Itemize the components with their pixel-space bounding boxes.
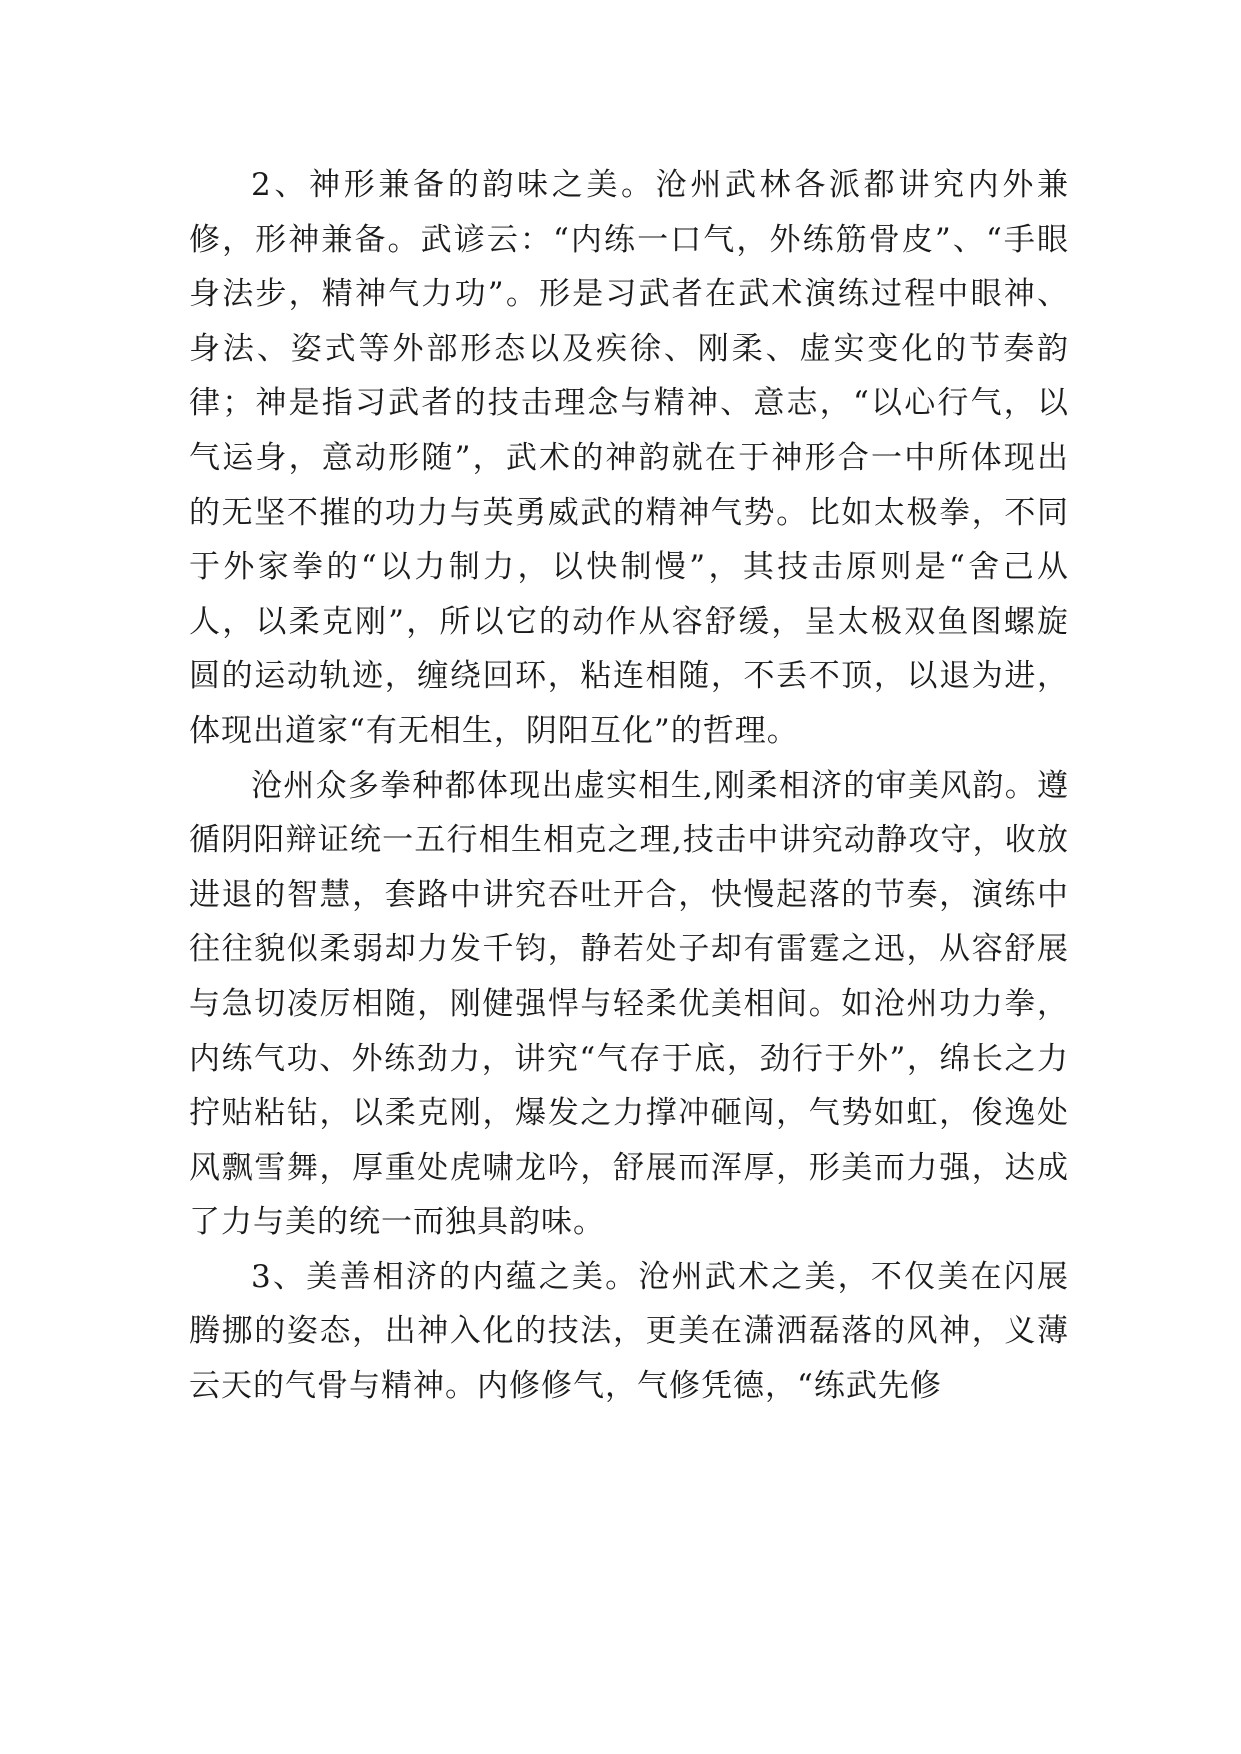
paragraph-cangzhou-styles: 沧州众多拳种都体现出虚实相生,刚柔相济的审美风韵。遵循阴阳辩证统一五行相生相克之理,技击中讲究动静攻守，收放进退的智慧，套路中讲究吞吐开合，快慢起落的节奏，演练中往往貌似柔弱却力发千钧，静若处子却有雷霆之迅，从容舒展与急切凌厉相随，刚健强悍与轻柔优美相间。如沧州功力拳，内练气功、外练劲力，讲究“气存于底，劲行于外”，绵长之力拧贴粘钻，以柔克刚，爆发之力撑冲砸闯，气势如虹，俊逸处风飘雪舞，厚重处虎啸龙吟，舒展而浑厚，形美而力强，达成了力与美的统一而独具韵味。 [189, 767, 1069, 1241]
paragraph-beauty-virtue: 3、美善相济的内蕴之美。沧州武术之美，不仅美在闪展腾挪的姿态，出神入化的技法，更美在潇洒磊落的风神，义薄云天的气骨与精神。内修修气，气修凭德，“练武先修 [189, 1258, 1069, 1405]
paragraph-form-spirit: 2、神形兼备的韵味之美。沧州武林各派都讲究内外兼修，形神兼备。武谚云：“内练一口气，外练筋骨皮”、“手眼身法步，精神气力功”。形是习武者在武术演练过程中眼神、身法、姿式等外部形态以及疾徐、刚柔、虚实变化的节奏韵律；神是指习武者的技击理念与精神、意志，“以心行气，以气运身，意动形随”，武术的神韵就在于神形合一中所体现出的无坚不摧的功力与英勇威武的精神气势。比如太极拳，不同于外家拳的“以力制力，以快制慢”，其技击原则是“舍己从人，以柔克刚”，所以它的动作从容舒缓，呈太极双鱼图螺旋圆的运动轨迹，缠绕回环，粘连相随，不丢不顶，以退为进，体现出道家“有无相生，阴阳互化”的哲理。 [189, 167, 1069, 749]
body-text [189, 158, 1069, 1414]
